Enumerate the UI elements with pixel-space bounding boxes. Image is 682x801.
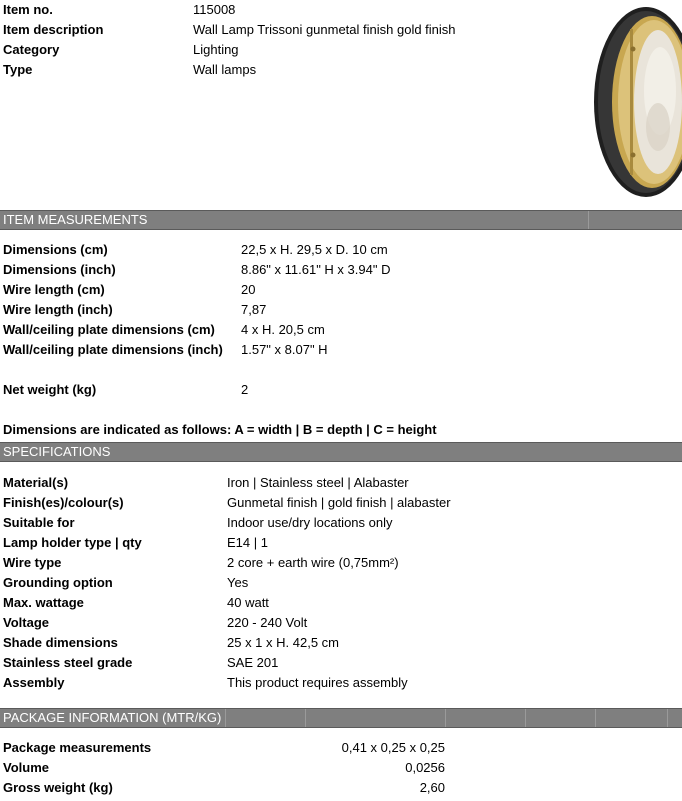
wire-length-inch-value: 7,87 <box>241 302 267 317</box>
plate-dimensions-cm-label: Wall/ceiling plate dimensions (cm) <box>3 322 215 337</box>
spec-row <box>0 553 620 573</box>
specifications-header <box>0 442 682 462</box>
wire-length-inch-label: Wire length (inch) <box>3 302 113 317</box>
net-weight-row <box>0 380 620 400</box>
item-description-row <box>0 20 580 40</box>
spec-row <box>0 633 620 653</box>
type-value: Wall lamps <box>193 62 257 77</box>
spec-label: Stainless steel grade <box>3 655 133 670</box>
spec-label: Grounding option <box>3 575 113 590</box>
gross-weight-label: Gross weight (kg) <box>3 780 113 795</box>
spec-value: Gunmetal finish | gold finish | alabaster <box>227 495 451 510</box>
dimensions-note: Dimensions are indicated as follows: A = width | B = depth | C = height <box>3 422 437 437</box>
wire-length-cm-row <box>0 280 620 300</box>
spec-label: Finish(es)/colour(s) <box>3 495 124 510</box>
spec-value: This product requires assembly <box>227 675 408 690</box>
dimensions-cm-value: 22,5 x H. 29,5 x D. 10 cm <box>241 242 388 257</box>
item-measurements-header <box>0 210 682 230</box>
spec-label: Assembly <box>3 675 65 690</box>
spec-label: Lamp holder type | qty <box>3 535 142 550</box>
item-description-label: Item description <box>3 22 104 37</box>
spec-value: Iron | Stainless steel | Alabaster <box>227 475 409 490</box>
spec-label: Max. wattage <box>3 595 84 610</box>
dimensions-note-row <box>0 420 620 440</box>
wall-lamp-image <box>586 5 682 199</box>
spec-row <box>0 473 620 493</box>
wire-length-cm-label: Wire length (cm) <box>3 282 105 297</box>
volume-label: Volume <box>3 760 49 775</box>
spec-value: 40 watt <box>227 595 269 610</box>
category-label: Category <box>3 42 60 57</box>
spec-label: Voltage <box>3 615 49 630</box>
spec-row <box>0 593 620 613</box>
spec-value: Indoor use/dry locations only <box>227 515 393 530</box>
spec-row <box>0 673 620 693</box>
spec-row <box>0 493 620 513</box>
item-description-value: Wall Lamp Trissoni gunmetal finish gold finish <box>193 22 456 37</box>
specifications-title: SPECIFICATIONS <box>3 444 111 459</box>
volume-row <box>0 758 682 778</box>
spec-value: 25 x 1 x H. 42,5 cm <box>227 635 339 650</box>
plate-dimensions-inch-label: Wall/ceiling plate dimensions (inch) <box>3 342 223 357</box>
spec-value: 2 core + earth wire (0,75mm²) <box>227 555 399 570</box>
spec-label: Wire type <box>3 555 62 570</box>
category-value: Lighting <box>193 42 239 57</box>
spec-value: SAE 201 <box>227 655 279 670</box>
spec-row <box>0 533 620 553</box>
spec-value: Yes <box>227 575 249 590</box>
item-measurements-title: ITEM MEASUREMENTS <box>3 212 148 227</box>
wire-length-inch-row <box>0 300 620 320</box>
plate-dimensions-cm-row <box>0 320 620 340</box>
item-no-row <box>0 0 580 20</box>
spec-row <box>0 653 620 673</box>
category-row <box>0 40 580 60</box>
dimensions-cm-label: Dimensions (cm) <box>3 242 108 257</box>
package-measurements-row <box>0 738 682 758</box>
spec-row <box>0 573 620 593</box>
spec-row <box>0 613 620 633</box>
gross-weight-row <box>0 778 682 798</box>
plate-dimensions-inch-value: 1.57" x 8.07" H <box>241 342 328 357</box>
plate-dimensions-cm-value: 4 x H. 20,5 cm <box>241 322 325 337</box>
package-information-header <box>0 708 682 728</box>
spec-label: Shade dimensions <box>3 635 118 650</box>
package-information-title: PACKAGE INFORMATION (MTR/KG) <box>3 710 222 725</box>
volume-value: 0,0256 <box>405 760 445 775</box>
spec-label: Suitable for <box>3 515 75 530</box>
dimensions-inch-value: 8.86" x 11.61" H x 3.94" D <box>241 262 391 277</box>
item-no-label: Item no. <box>3 2 53 17</box>
gross-weight-value: 2,60 <box>419 780 445 795</box>
spec-value: E14 | 1 <box>227 535 268 550</box>
dimensions-cm-row <box>0 240 620 260</box>
plate-dimensions-inch-row <box>0 340 620 360</box>
spec-row <box>0 513 620 533</box>
net-weight-value: 2 <box>241 382 249 397</box>
dimensions-inch-label: Dimensions (inch) <box>3 262 116 277</box>
type-row <box>0 60 580 80</box>
item-no-value: 115008 <box>193 2 236 17</box>
wire-length-cm-value: 20 <box>241 282 256 297</box>
net-weight-label: Net weight (kg) <box>3 382 97 397</box>
package-measurements-value: 0,41 x 0,25 x 0,25 <box>341 740 445 755</box>
spec-label: Material(s) <box>3 475 69 490</box>
spec-value: 220 - 240 Volt <box>227 615 308 630</box>
package-measurements-label: Package measurements <box>3 740 152 755</box>
type-label: Type <box>3 62 33 77</box>
dimensions-inch-row <box>0 260 620 280</box>
